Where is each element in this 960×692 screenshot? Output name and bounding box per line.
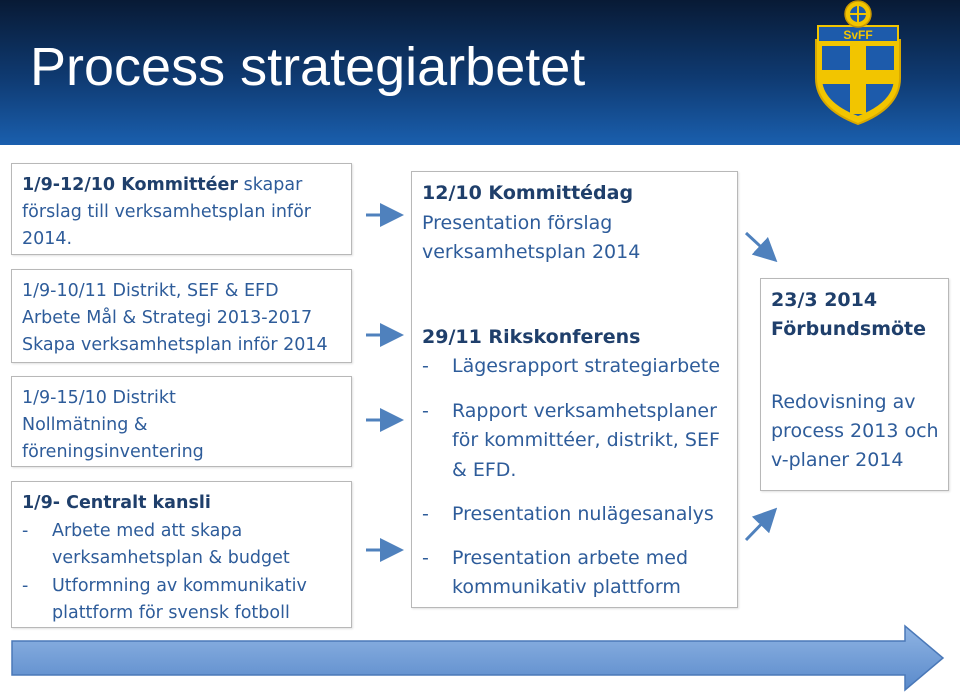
bullet-dash: -	[22, 520, 29, 541]
riks-bullet-1-line1: Lägesrapport strategiarbete	[452, 355, 721, 377]
riks-bullet-2-line2: för kommittéer, distrikt, SEF	[452, 429, 720, 451]
box-distrikt-line3: Skapa verksamhetsplan inför 2014	[22, 335, 328, 355]
forbundsmote-line1: Redovisning av	[771, 391, 916, 413]
bullet-dash: -	[422, 355, 429, 377]
kommittedag-line3: verksamhetsplan 2014	[422, 241, 641, 263]
riks-bullet-4-line1: Presentation arbete med	[452, 546, 689, 569]
bullet-dash: -	[422, 399, 429, 422]
kansli-bullet-1-line2: verksamhetsplan & budget	[52, 548, 290, 568]
box-nollmatning-line2: Nollmätning &	[22, 415, 148, 435]
bullet-dash: -	[422, 503, 429, 525]
bullet-dash: -	[422, 546, 429, 569]
timeline-arrow-icon	[12, 626, 943, 690]
box-kommitteer-title: 1/9-12/10 Kommittéer	[22, 175, 239, 195]
forbundsmote-title: Förbundsmöte	[771, 318, 927, 340]
box-kommitteer-line2: förslag till verksamhetsplan inför	[22, 202, 311, 222]
forbundsmote-line3: v-planer 2014	[771, 449, 904, 471]
riks-bullet-3-line1: Presentation nulägesanalys	[452, 503, 714, 525]
box-kommitteer-line3: 2014.	[22, 229, 73, 249]
box-distrikt-title: 1/9-10/11 Distrikt, SEF & EFD	[22, 281, 279, 301]
rikskonferens-title: 29/11 Rikskonferens	[422, 325, 641, 348]
kommittedag-line2: Presentation förslag	[422, 211, 613, 234]
kansli-bullet-2-line2: plattform för svensk fotboll	[52, 603, 290, 623]
forbundsmote-line2: process 2013 och	[771, 420, 939, 442]
arrow-diagonal-down-icon	[746, 233, 773, 258]
bullet-dash: -	[22, 575, 29, 596]
box-distrikt-line2: Arbete Mål & Strategi 2013-2017	[22, 308, 313, 328]
kansli-bullet-1-line1: Arbete med att skapa	[52, 520, 243, 541]
riks-bullet-2-line3: & EFD.	[452, 458, 517, 481]
logo-text: SvFF	[843, 28, 873, 42]
forbundsmote-date: 23/3 2014	[771, 289, 878, 311]
box-kansli-title: 1/9- Centralt kansli	[22, 493, 211, 513]
slide-title: Process strategiarbetet	[30, 37, 586, 97]
kansli-bullet-2-line1: Utformning av kommunikativ	[52, 575, 307, 596]
arrow-diagonal-up-icon	[746, 512, 773, 540]
kommittedag-title: 12/10 Kommittédag	[422, 182, 634, 204]
riks-bullet-2-line1: Rapport verksamhetsplaner	[452, 399, 717, 422]
box-nollmatning-title: 1/9-15/10 Distrikt	[22, 388, 176, 408]
riks-bullet-4-line2: kommunikativ plattform	[452, 576, 681, 598]
box-kommitteer-title-rest: skapar	[238, 175, 303, 195]
box-nollmatning-line3: föreningsinventering	[22, 442, 204, 462]
